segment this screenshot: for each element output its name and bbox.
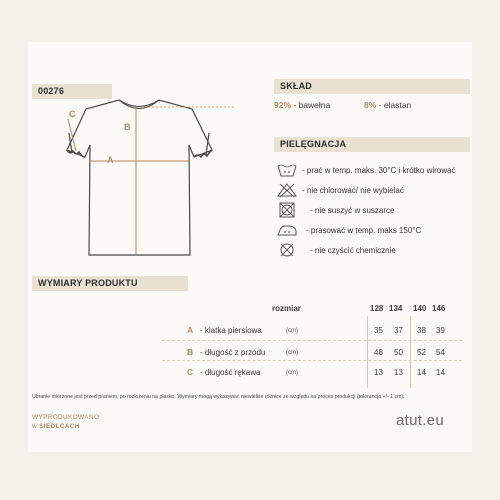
- composition-pct: 8%: [364, 100, 377, 110]
- diagram-letter-c: C: [69, 109, 76, 119]
- table-cell: 14: [436, 368, 445, 377]
- iron-150-icon: [276, 222, 298, 238]
- care-item: [274, 242, 474, 262]
- care-text: - nie czyścić chemicznie: [310, 246, 396, 255]
- size-header: 134: [389, 304, 403, 313]
- table-cell: 37: [394, 326, 403, 335]
- table-cell: 13: [374, 368, 383, 377]
- row-label: - długość z przodu: [200, 348, 266, 357]
- composition-item: [364, 100, 411, 110]
- size-header: 140: [413, 304, 427, 313]
- care-text: - nie suszyć w suszarce: [310, 206, 395, 215]
- table-cell: 54: [436, 348, 445, 357]
- no-dry-clean-icon: [276, 242, 298, 258]
- no-tumble-dry-icon: [276, 202, 298, 218]
- row-letter: C: [187, 367, 194, 377]
- composition-title: SKŁAD: [274, 79, 470, 94]
- brand-logo: atut.eu: [396, 412, 444, 429]
- row-unit: (cm): [286, 328, 298, 334]
- care-text: - prać w temp. maks. 30°C i krótko wirować: [302, 166, 456, 175]
- row-letter: B: [187, 347, 194, 357]
- row-letter: A: [187, 325, 194, 335]
- product-code: 00276: [32, 84, 112, 99]
- size-header: 146: [432, 304, 446, 313]
- table-cell: 48: [374, 348, 383, 357]
- care-list: [274, 162, 474, 262]
- diagram-letter-b: B: [124, 122, 131, 132]
- size-label: rozmiar: [272, 304, 301, 313]
- made-in-line2: [32, 423, 80, 430]
- row-unit: (cm): [286, 370, 298, 376]
- no-bleach-icon: [276, 182, 298, 198]
- care-text: - nie chlorować/ nie wybielać: [302, 186, 404, 195]
- care-item: [274, 202, 474, 222]
- row-label: - klatka piersiowa: [200, 326, 262, 335]
- size-header: 128: [370, 304, 384, 313]
- table-cell: 38: [417, 326, 426, 335]
- table-cell: 35: [374, 326, 383, 335]
- table-cell: 14: [417, 368, 426, 377]
- dimensions-title: WYMIARY PRODUKTU: [32, 276, 188, 291]
- care-item: [274, 162, 474, 182]
- row-label: - długość rękawa: [200, 368, 261, 377]
- care-item: [274, 182, 474, 202]
- made-in-prefix: w: [32, 423, 40, 430]
- diagram-letter-a: A: [107, 155, 114, 165]
- composition-material: - bawełna: [293, 100, 331, 110]
- composition-material: - elastan: [378, 100, 412, 110]
- care-title: PIELĘGNACJA: [274, 137, 470, 152]
- measurement-note: Ubranie mierzone jest przed praniem, po rozłożeniu na płasko. Wymiary mogą wykazywać niewielkie różnice ze względu na proces produkcji (tolerancja +/- 1 cm).: [32, 394, 405, 400]
- table-cell: 52: [417, 348, 426, 357]
- table-cell: 50: [394, 348, 403, 357]
- table-cell: 13: [394, 368, 403, 377]
- row-divider: [162, 340, 462, 341]
- row-divider: [162, 360, 462, 361]
- care-item: [274, 222, 474, 242]
- care-text: - prasować w temp. maks 150°C: [306, 226, 422, 235]
- made-in-place: SIEDLCACH: [39, 423, 80, 430]
- wash-30-icon: [276, 162, 298, 178]
- composition-item: [274, 100, 330, 110]
- made-in-line1: WYPRODUKOWANO: [32, 414, 100, 421]
- table-cell: 39: [436, 326, 445, 335]
- row-unit: (cm): [286, 350, 298, 356]
- composition-pct: 92%: [274, 100, 292, 110]
- shirt-diagram: [64, 95, 244, 265]
